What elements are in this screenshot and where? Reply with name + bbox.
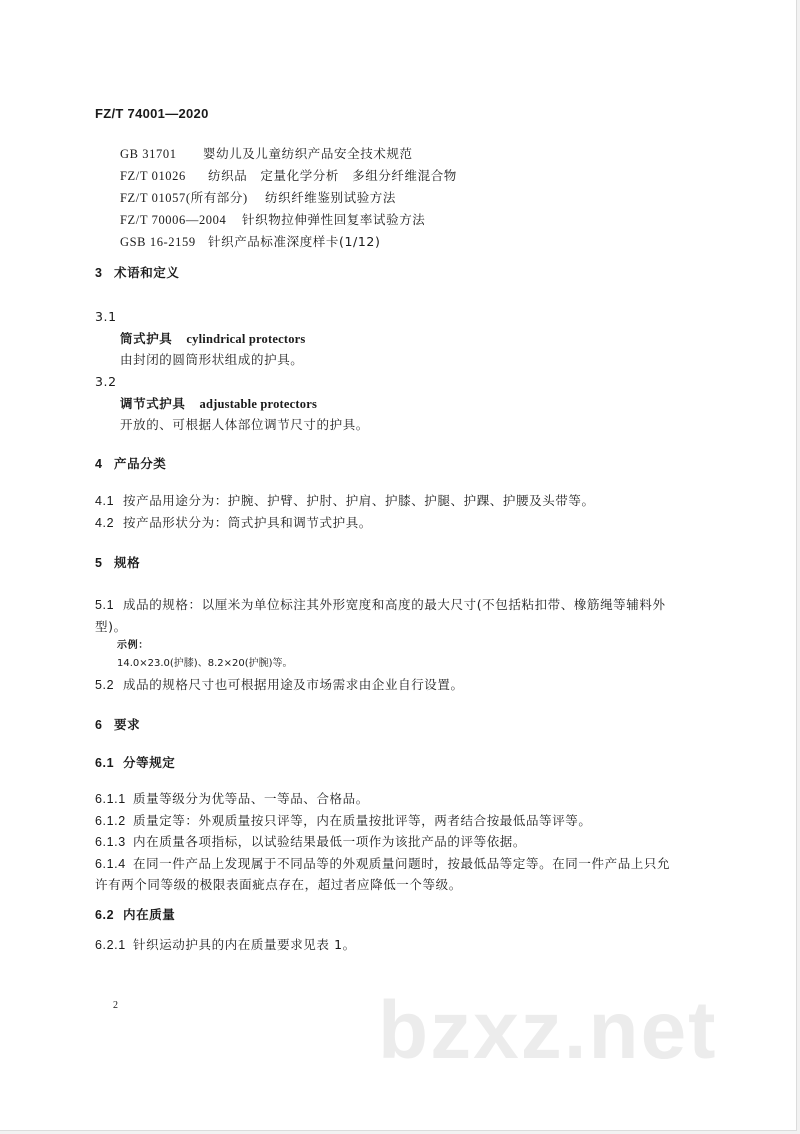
clause-text: 成品的规格：以厘米为单位标注其外形宽度和高度的最大尺寸(不包括粘扣带、橡筋绳等辅料外 <box>123 597 666 612</box>
term-entry <box>120 396 317 412</box>
term-number: 3.1 <box>95 309 117 324</box>
term-zh: 筒式护具 <box>120 331 173 346</box>
reference-item <box>120 168 457 184</box>
subsection-number: 6.1 <box>95 756 115 770</box>
reference-item <box>120 234 380 250</box>
clause-number: 6.2.1 <box>95 938 126 952</box>
reference-title: 纺织纤维鉴别试验方法 <box>265 190 397 205</box>
section-heading <box>95 456 166 472</box>
subsection-heading <box>95 907 175 923</box>
reference-item <box>120 146 413 162</box>
subsection-title: 分等规定 <box>123 755 176 770</box>
clause <box>95 515 372 531</box>
clause <box>95 937 356 953</box>
clause-number: 6.1.2 <box>95 814 126 828</box>
clause <box>95 813 592 829</box>
example-text: 14.0×23.0(护膝)、8.2×20(护腕)等。 <box>117 658 293 669</box>
page-number: 2 <box>113 1000 118 1011</box>
reference-title: 针织产品标准深度样卡(1/12) <box>208 234 381 249</box>
section-title: 产品分类 <box>114 456 167 471</box>
term-zh: 调节式护具 <box>120 396 186 411</box>
section-heading <box>95 717 140 733</box>
reference-code: FZ/T 70006—2004 <box>120 213 227 227</box>
clause <box>95 856 670 872</box>
clause-number: 5.2 <box>95 678 115 692</box>
reference-title: 婴幼儿及儿童纺织产品安全技术规范 <box>203 146 413 161</box>
term-number: 3.2 <box>95 374 117 389</box>
clause-text: 质量定等：外观质量按只评等，内在质量按批评等，两者结合按最低品等评等。 <box>133 813 592 828</box>
clause-number: 6.1.1 <box>95 792 126 806</box>
reference-code: GB 31701 <box>120 147 177 161</box>
clause-text: 内在质量各项指标，以试验结果最低一项作为该批产品的评等依据。 <box>133 834 527 849</box>
subsection-heading <box>95 755 175 771</box>
reference-code: GSB 16-2159 <box>120 235 196 249</box>
clause-text: 针织运动护具的内在质量要求见表 1。 <box>133 937 356 952</box>
section-number: 6 <box>95 718 103 732</box>
clause-text: 按产品用途分为：护腕、护臂、护肘、护肩、护膝、护腿、护踝、护腰及头带等。 <box>123 493 595 508</box>
reference-item <box>120 212 425 228</box>
section-number: 3 <box>95 266 103 280</box>
term-en: cylindrical protectors <box>186 332 306 346</box>
clause-number: 5.1 <box>95 598 115 612</box>
watermark: bzxz.net <box>378 985 718 1076</box>
clause <box>95 493 595 509</box>
clause <box>95 791 369 807</box>
clause-number: 6.1.4 <box>95 857 126 871</box>
clause-text: 成品的规格尺寸也可根据用途及市场需求由企业自行设置。 <box>123 677 464 692</box>
section-number: 5 <box>95 556 103 570</box>
term-en: adjustable protectors <box>199 397 318 411</box>
section-number: 4 <box>95 457 103 471</box>
standard-id: FZ/T 74001—2020 <box>95 106 209 121</box>
clause-number: 6.1.3 <box>95 835 126 849</box>
subsection-number: 6.2 <box>95 908 115 922</box>
clause-continuation: 型)。 <box>95 619 127 634</box>
reference-title: 针织物拉伸弹性回复率试验方法 <box>242 212 426 227</box>
clause <box>95 597 666 613</box>
section-title: 规格 <box>114 555 141 570</box>
clause-number: 4.1 <box>95 494 115 508</box>
example-label: 示例： <box>117 640 149 651</box>
section-title: 术语和定义 <box>114 265 180 280</box>
term-entry <box>120 331 305 347</box>
clause-text: 质量等级分为优等品、一等品、合格品。 <box>133 791 369 806</box>
clause <box>95 677 464 693</box>
clause-text: 按产品形状分为：筒式护具和调节式护具。 <box>123 515 372 530</box>
term-definition: 由封闭的圆筒形状组成的护具。 <box>120 352 304 367</box>
reference-code: FZ/T 01026 <box>120 169 186 183</box>
subsection-title: 内在质量 <box>123 907 176 922</box>
section-title: 要求 <box>114 717 141 732</box>
clause-continuation: 许有两个同等级的极限表面疵点存在，超过者应降低一个等级。 <box>95 877 462 892</box>
section-heading <box>95 555 140 571</box>
clause <box>95 834 526 850</box>
reference-code: FZ/T 01057(所有部分) <box>120 191 248 205</box>
reference-item <box>120 190 396 206</box>
term-definition: 开放的、可根据人体部位调节尺寸的护具。 <box>120 417 369 432</box>
reference-title: 纺织品 定量化学分析 多组分纤维混合物 <box>208 168 457 183</box>
section-heading <box>95 265 180 281</box>
clause-text: 在同一件产品上发现属于不同品等的外观质量问题时，按最低品等定等。在同一件产品上只允 <box>133 856 671 871</box>
clause-number: 4.2 <box>95 516 115 530</box>
